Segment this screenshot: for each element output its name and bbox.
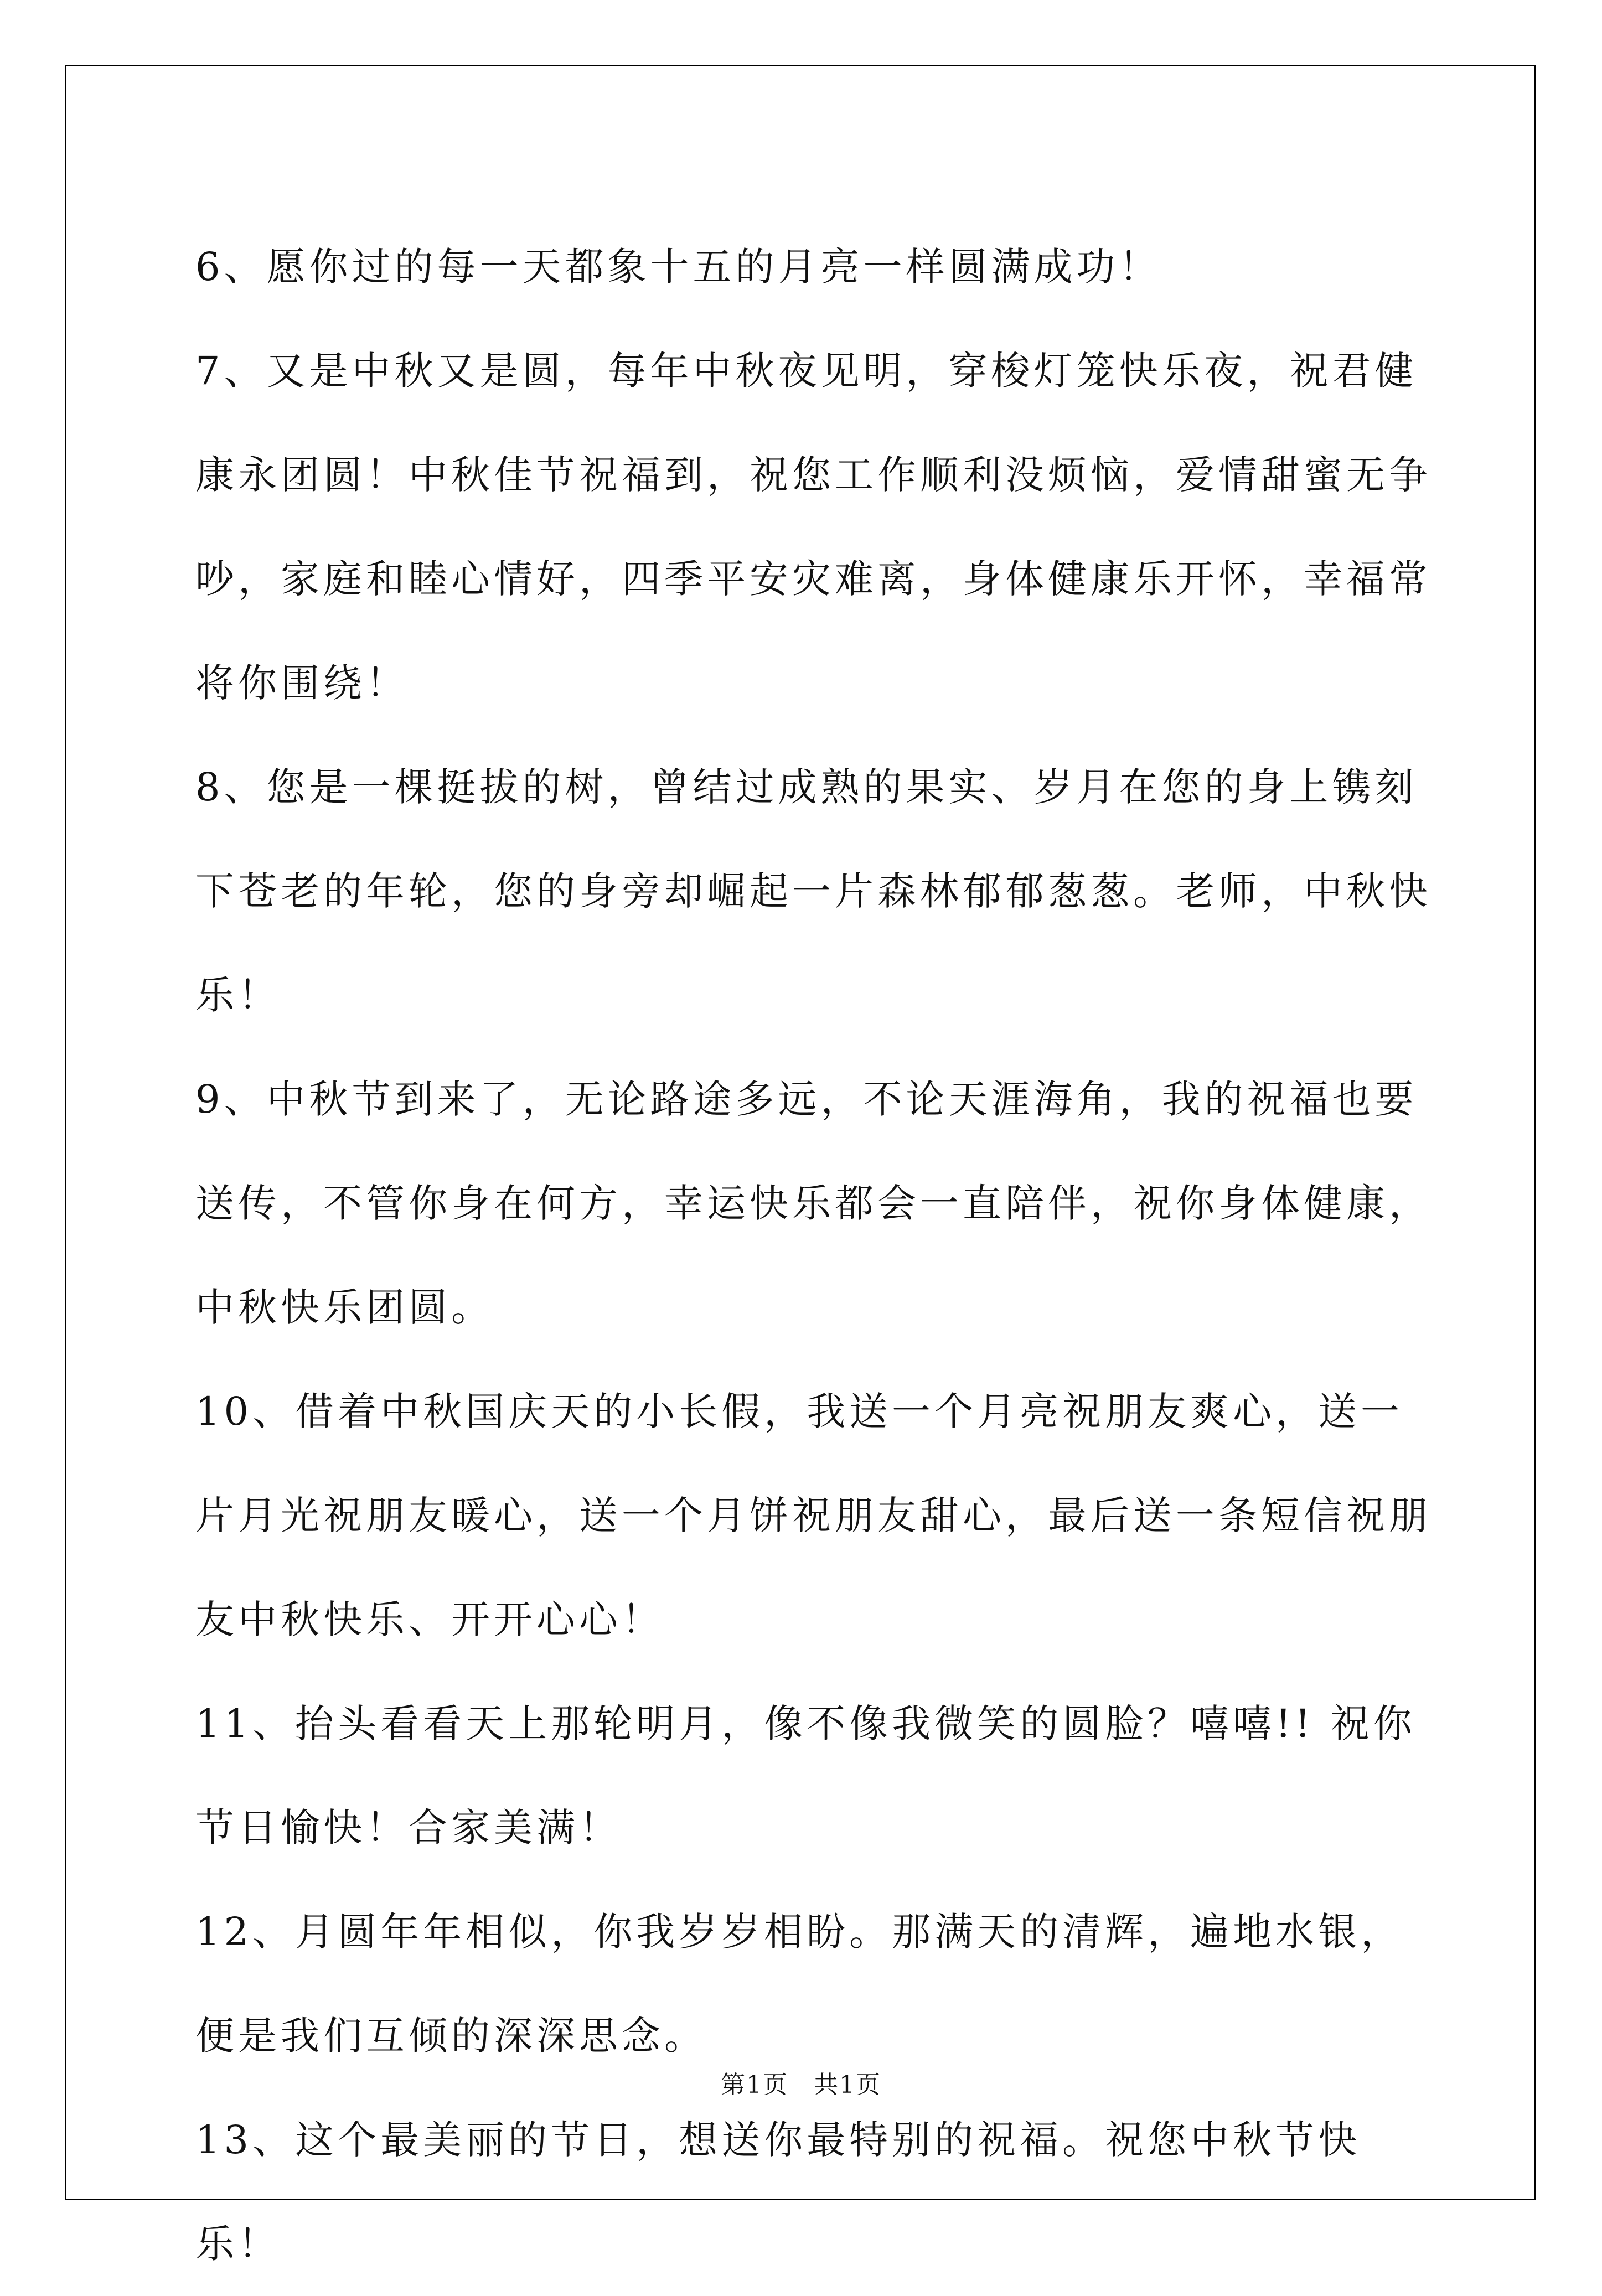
paragraph-8: 8、您是一棵挺拔的树，曾结过成熟的果实、岁月在您的身上镌刻下苍老的年轮，您的身旁却崛起一片森林郁郁葱葱。老师，中秋快乐！ (195, 764, 1432, 1018)
paragraph-6: 6、愿你过的每一天都象十五的月亮一样圆满成功！ (195, 244, 1162, 289)
paragraph-10: 10、借着中秋国庆天的小长假，我送一个月亮祝朋友爽心，送一片月光祝朋友暖心，送一个月饼祝朋友甜心，最后送一条短信祝朋友中秋快乐、开开心心！ (195, 1389, 1432, 1642)
document-body (195, 215, 1435, 2296)
paragraph-12: 12、月圆年年相似，你我岁岁相盼。那满天的清辉，遍地水银，便是我们互倾的深深思念。 (195, 1909, 1404, 2059)
paragraph-11: 11、抬头看看天上那轮明月，像不像我微笑的圆脸？嘻嘻!! 祝你节日愉快！合家美满！ (195, 1701, 1416, 1850)
paragraph-13: 13、这个最美丽的节日，想送你最特别的祝福。祝您中秋节快乐！ (195, 2117, 1361, 2267)
paragraph-7: 7、又是中秋又是圆，每年中秋夜见明，穿梭灯笼快乐夜，祝君健康永团圆！中秋佳节祝福到，祝您工作顺利没烦恼，爱情甜蜜无争吵，家庭和睦心情好，四季平安灾难离，身体健康乐开怀，幸福常将你围绕！ (195, 348, 1432, 706)
page-number-footer: 第1页 共1页 (721, 2071, 881, 2099)
paragraph-9: 9、中秋节到来了，无论路途多远，不论天涯海角，我的祝福也要送传，不管你身在何方，幸运快乐都会一直陪伴，祝你身体健康，中秋快乐团圆。 (195, 1077, 1432, 1330)
